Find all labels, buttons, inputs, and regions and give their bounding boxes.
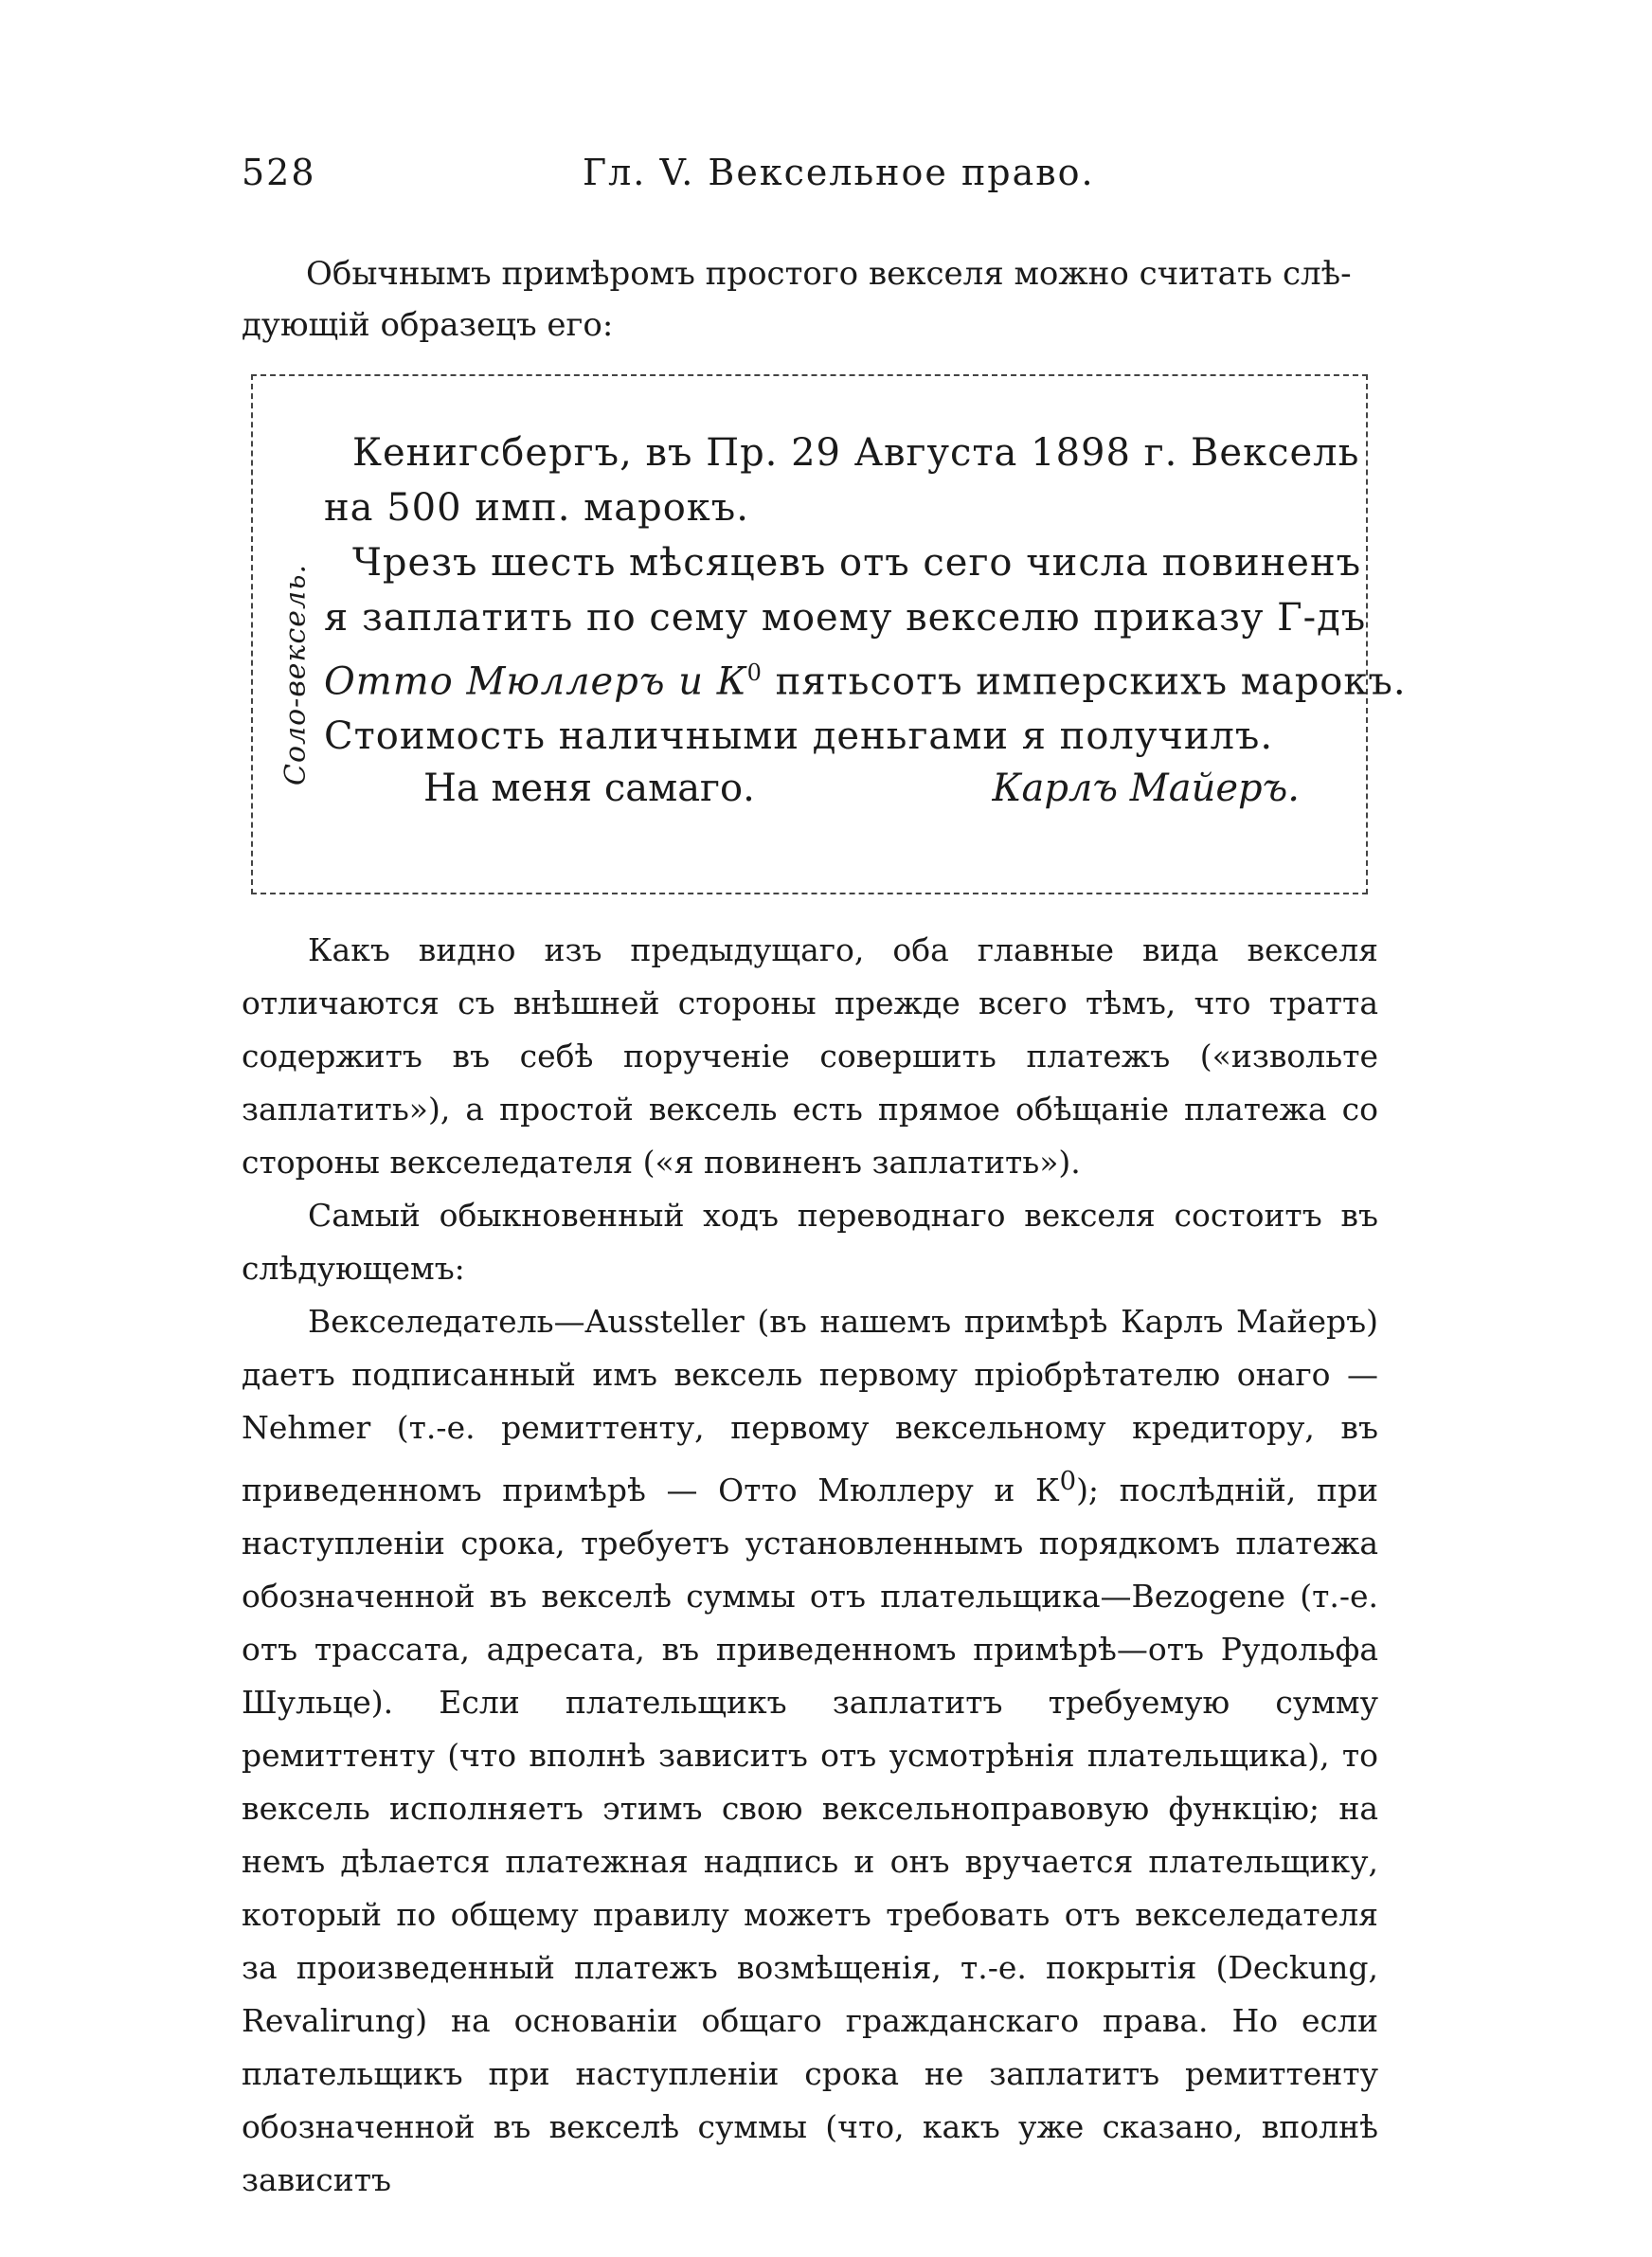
paragraph-part: Векселедатель—Aussteller (въ нашемъ примѣрѣ Карлъ Майеръ) даетъ подписанный имъ вексель первому пріобрѣтателю онаго — Nehmer (т.-е. ремиттенту, первому вексельному кредитору, въ приведенномъ примѣрѣ — Отто Мюллеру и К (242, 1303, 1378, 1508)
note-line: я заплатить по сему моему векселю приказу Г-дъ (324, 596, 1367, 640)
signature-row (324, 767, 1300, 823)
company-superscript: 0 (1059, 1466, 1077, 1496)
paragraph: Самый обыкновенный ходъ переводнаго векселя состоитъ въ слѣдующемъ: (242, 1197, 1378, 1287)
intro-paragraph (242, 248, 1378, 351)
intro-line: Обычнымъ примѣромъ простого векселя можно считать слѣ- (306, 255, 1352, 293)
signature: Карлъ Майеръ. (992, 767, 1300, 810)
note-line (324, 645, 1407, 709)
page-number: 528 (242, 152, 316, 193)
note-line-rest: пятьсотъ имперскихъ марокъ. (762, 659, 1407, 704)
paragraph: Какъ видно изъ предыдущаго, оба главные вида векселя отличаются съ внѣшней стороны прежде всего тѣмъ, что тратта содержитъ въ себѣ порученіе совершить платежъ («извольте заплатить»), а простой вексель есть прямое обѣщаніе платежа со стороны векселедателя («я повиненъ заплатить»). (242, 931, 1378, 1181)
note-line: Чрезъ шесть мѣсяцевъ отъ сего числа повиненъ (352, 541, 1362, 585)
promissory-note-sample (251, 374, 1407, 894)
payee-name: Отто Мюллеръ и К (324, 659, 747, 704)
paragraph-part: ); послѣдній, при наступленіи срока, требуетъ установленнымъ порядкомъ платежа обозначенной въ векселѣ суммы отъ плательщика—Bezogene (т.-е. отъ трассата, адресата, въ приведенномъ примѣрѣ—отъ Рудольфа Шульце). Если плательщикъ заплатитъ требуемую сумму ремиттенту (что вполнѣ зависитъ отъ усмотрѣнія плательщика), то вексель исполняетъ этимъ свою вексельноправовую функцію; на немъ дѣлается платежная надпись и онъ вручается плательщику, который по общему правилу можетъ требовать отъ векселедателя за произведенный платежъ возмѣщенія, т.-е. покрытія (Deckung, Revalirung) на основаніи общаго гражданскаго права. Но если плательщикъ при наступленіи срока не заплатитъ ремиттенту обозначенной въ векселѣ суммы (что, какъ уже сказано, вполнѣ зависитъ (242, 1472, 1378, 2198)
body-text (242, 924, 1378, 2207)
paragraph (242, 1295, 1378, 2207)
note-text (324, 425, 1407, 764)
intro-line: дующій образецъ его: (242, 306, 614, 344)
running-title: Гл. V. Вексельное право. (583, 152, 1095, 193)
side-label-text: Соло-вексель. (278, 564, 313, 785)
note-line: Стоимость наличными деньгами я получилъ. (324, 714, 1274, 759)
side-label (267, 566, 324, 784)
note-line: Кенигсбергъ, въ Пр. 29 Августа 1898 г. Вексель (352, 431, 1360, 475)
page-header (242, 152, 1378, 208)
note-line: на 500 имп. марокъ. (324, 486, 749, 530)
company-superscript: 0 (746, 659, 763, 686)
drawee-clause: На меня самаго. (423, 767, 755, 810)
